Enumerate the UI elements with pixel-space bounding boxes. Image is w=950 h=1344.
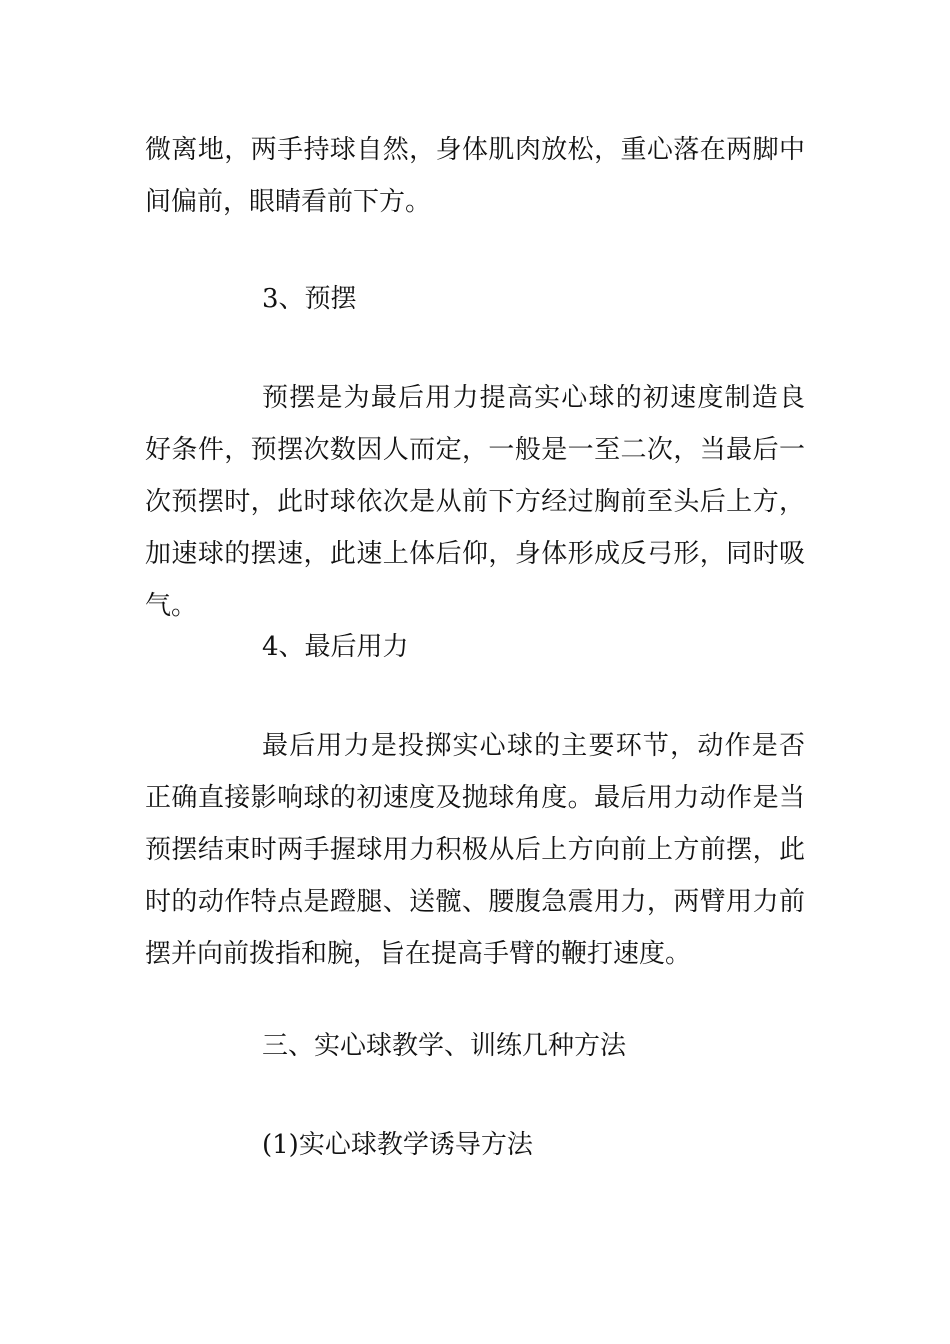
heading-3-pre-swing: 3、预摆	[262, 284, 357, 314]
subheading-teaching-methods: (1)实心球教学诱导方法	[262, 1130, 533, 1160]
heading-4-final-force: 4、最后用力	[262, 632, 409, 662]
paragraph-final-force: 最后用力是投掷实心球的主要环节，动作是否正确直接影响球的初速度及抛球角度。最后用力动作是当预摆结束时两手握球用力积极从后上方向前上方前摆，此时的动作特点是蹬腿、送髋、腰腹急震用力，两臂用力前摆并向前拨指和腕，旨在提高手臂的鞭打速度。	[145, 731, 805, 969]
section-heading-training-methods: 三、实心球教学、训练几种方法	[262, 1031, 627, 1061]
paragraph-pre-swing: 预摆是为最后用力提高实心球的初速度制造良好条件，预摆次数因人而定，一般是一至二次，当最后一次预摆时，此时球依次是从前下方经过胸前至头后上方，加速球的摆速，此速上体后仰，身体形成反弓形，同时吸气。	[145, 383, 805, 621]
paragraph-continuation: 微离地，两手持球自然，身体肌肉放松，重心落在两脚中间偏前，眼睛看前下方。	[145, 135, 805, 217]
